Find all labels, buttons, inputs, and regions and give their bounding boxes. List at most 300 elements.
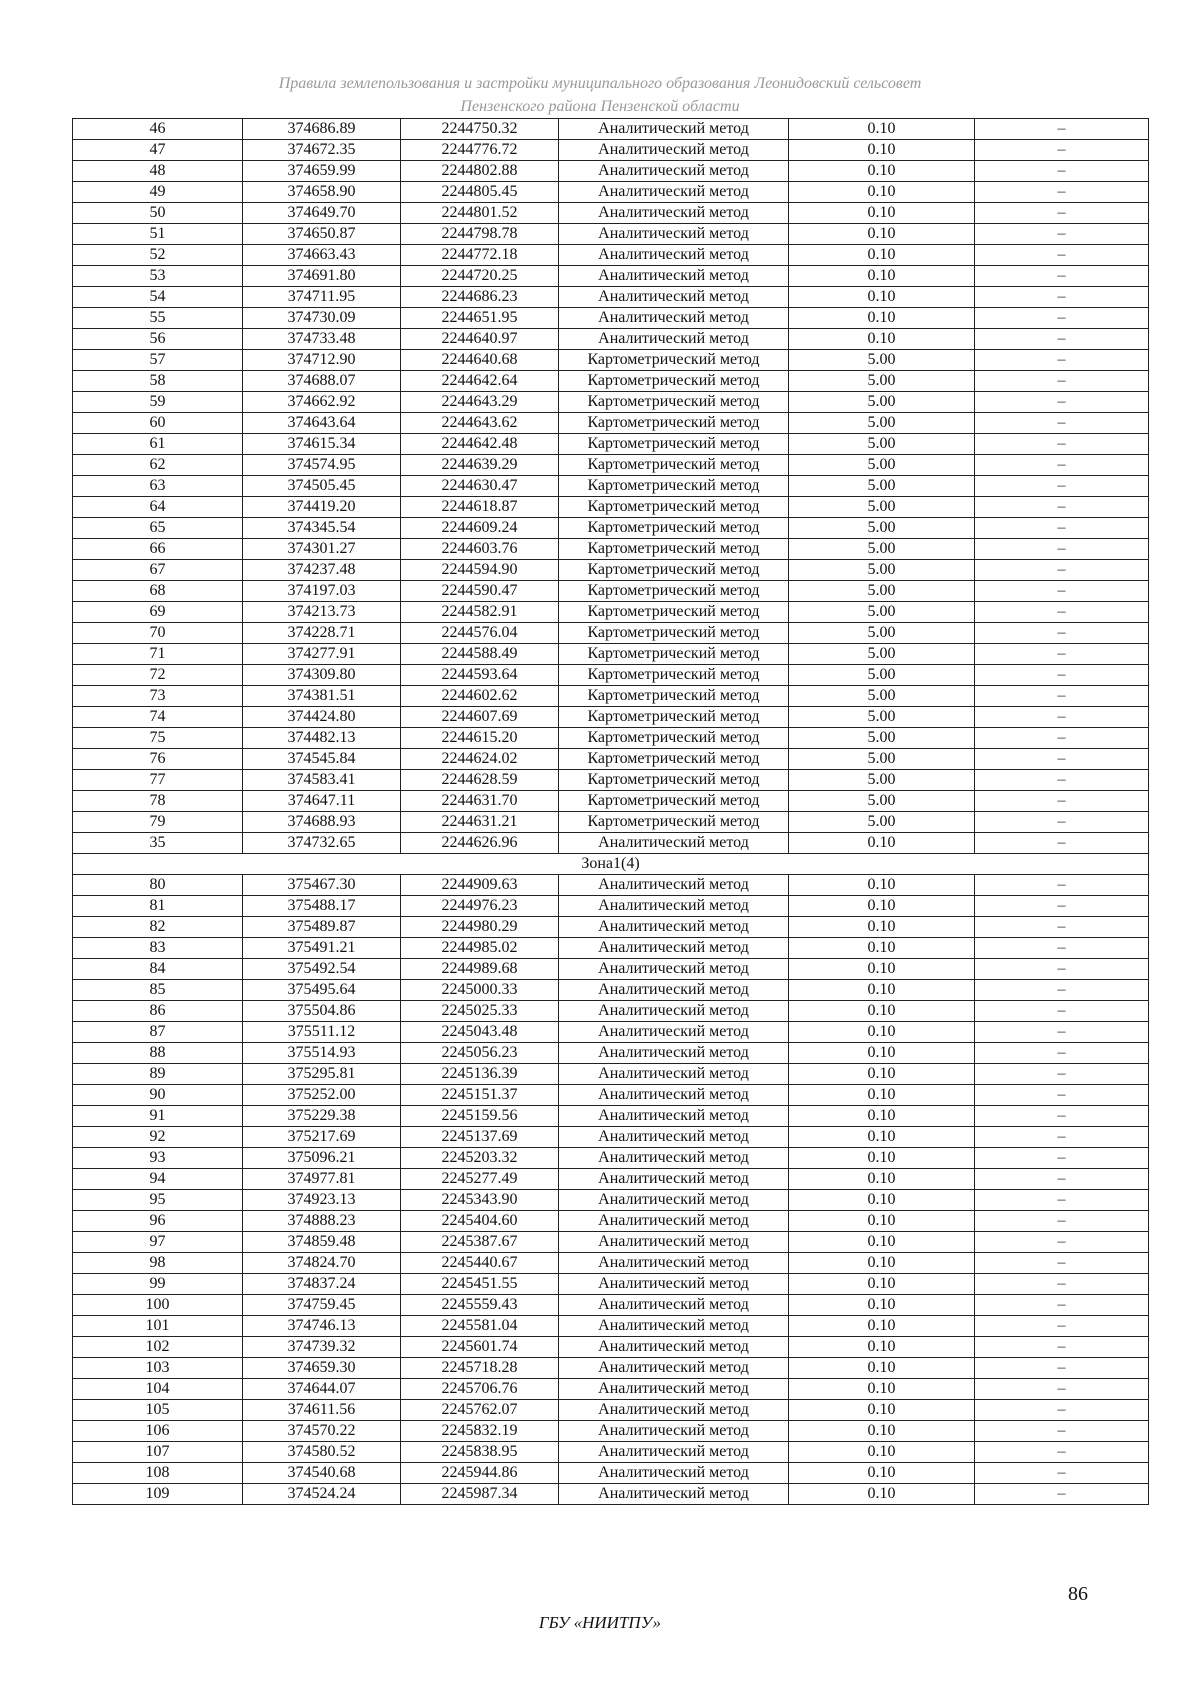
x-coordinate-cell: 374381.51	[243, 686, 401, 707]
method-cell: Картометрический метод	[559, 686, 789, 707]
table-row	[73, 602, 1149, 623]
table-row	[73, 203, 1149, 224]
description-cell: –	[975, 1442, 1149, 1463]
accuracy-cell: 0.10	[789, 1106, 975, 1127]
method-cell: Картометрический метод	[559, 770, 789, 791]
description-cell: –	[975, 833, 1149, 854]
y-coordinate-cell: 2244801.52	[401, 203, 559, 224]
table-row	[73, 224, 1149, 245]
accuracy-cell: 5.00	[789, 749, 975, 770]
point-number-cell: 52	[73, 245, 243, 266]
method-cell: Аналитический метод	[559, 833, 789, 854]
table-row	[73, 1421, 1149, 1442]
accuracy-cell: 0.10	[789, 1043, 975, 1064]
y-coordinate-cell: 2245718.28	[401, 1358, 559, 1379]
table-row	[73, 560, 1149, 581]
point-number-cell: 61	[73, 434, 243, 455]
x-coordinate-cell: 374712.90	[243, 350, 401, 371]
method-cell: Аналитический метод	[559, 1232, 789, 1253]
x-coordinate-cell: 375492.54	[243, 959, 401, 980]
x-coordinate-cell: 374482.13	[243, 728, 401, 749]
method-cell: Аналитический метод	[559, 1463, 789, 1484]
point-number-cell: 107	[73, 1442, 243, 1463]
x-coordinate-cell: 374574.95	[243, 455, 401, 476]
x-coordinate-cell: 374213.73	[243, 602, 401, 623]
table-row	[73, 1295, 1149, 1316]
y-coordinate-cell: 2244624.02	[401, 749, 559, 770]
table-row	[73, 1379, 1149, 1400]
table-row	[73, 371, 1149, 392]
y-coordinate-cell: 2244618.87	[401, 497, 559, 518]
description-cell: –	[975, 1484, 1149, 1505]
table-row	[73, 1316, 1149, 1337]
x-coordinate-cell: 374505.45	[243, 476, 401, 497]
point-number-cell: 82	[73, 917, 243, 938]
zone-header-row	[73, 854, 1149, 875]
description-cell: –	[975, 1232, 1149, 1253]
table-row	[73, 1085, 1149, 1106]
accuracy-cell: 0.10	[789, 119, 975, 140]
table-row	[73, 413, 1149, 434]
accuracy-cell: 0.10	[789, 1001, 975, 1022]
point-number-cell: 69	[73, 602, 243, 623]
description-cell: –	[975, 728, 1149, 749]
description-cell: –	[975, 392, 1149, 413]
description-cell: –	[975, 182, 1149, 203]
point-number-cell: 93	[73, 1148, 243, 1169]
method-cell: Аналитический метод	[559, 1127, 789, 1148]
method-cell: Картометрический метод	[559, 728, 789, 749]
point-number-cell: 63	[73, 476, 243, 497]
y-coordinate-cell: 2244630.47	[401, 476, 559, 497]
method-cell: Аналитический метод	[559, 161, 789, 182]
x-coordinate-cell: 375488.17	[243, 896, 401, 917]
x-coordinate-cell: 374739.32	[243, 1337, 401, 1358]
accuracy-cell: 0.10	[789, 1379, 975, 1400]
accuracy-cell: 0.10	[789, 1463, 975, 1484]
y-coordinate-cell: 2245601.74	[401, 1337, 559, 1358]
table-row	[73, 665, 1149, 686]
description-cell: –	[975, 812, 1149, 833]
x-coordinate-cell: 374691.80	[243, 266, 401, 287]
table-row	[73, 623, 1149, 644]
x-coordinate-cell: 374688.93	[243, 812, 401, 833]
method-cell: Аналитический метод	[559, 245, 789, 266]
y-coordinate-cell: 2245025.33	[401, 1001, 559, 1022]
description-cell: –	[975, 1211, 1149, 1232]
accuracy-cell: 0.10	[789, 329, 975, 350]
point-number-cell: 98	[73, 1253, 243, 1274]
method-cell: Аналитический метод	[559, 203, 789, 224]
table-row	[73, 1064, 1149, 1085]
y-coordinate-cell: 2244642.48	[401, 434, 559, 455]
x-coordinate-cell: 374424.80	[243, 707, 401, 728]
table-row	[73, 1169, 1149, 1190]
y-coordinate-cell: 2244582.91	[401, 602, 559, 623]
y-coordinate-cell: 2244642.64	[401, 371, 559, 392]
table-row	[73, 1274, 1149, 1295]
x-coordinate-cell: 374580.52	[243, 1442, 401, 1463]
y-coordinate-cell: 2245706.76	[401, 1379, 559, 1400]
y-coordinate-cell: 2245000.33	[401, 980, 559, 1001]
accuracy-cell: 0.10	[789, 875, 975, 896]
coordinates-table	[72, 118, 1149, 1505]
method-cell: Аналитический метод	[559, 1295, 789, 1316]
x-coordinate-cell: 374197.03	[243, 581, 401, 602]
accuracy-cell: 0.10	[789, 1232, 975, 1253]
description-cell: –	[975, 1337, 1149, 1358]
description-cell: –	[975, 1190, 1149, 1211]
description-cell: –	[975, 644, 1149, 665]
point-number-cell: 76	[73, 749, 243, 770]
method-cell: Картометрический метод	[559, 497, 789, 518]
method-cell: Аналитический метод	[559, 938, 789, 959]
y-coordinate-cell: 2244686.23	[401, 287, 559, 308]
accuracy-cell: 0.10	[789, 203, 975, 224]
method-cell: Картометрический метод	[559, 812, 789, 833]
y-coordinate-cell: 2244643.62	[401, 413, 559, 434]
y-coordinate-cell: 2245832.19	[401, 1421, 559, 1442]
x-coordinate-cell: 374301.27	[243, 539, 401, 560]
y-coordinate-cell: 2245581.04	[401, 1316, 559, 1337]
y-coordinate-cell: 2245151.37	[401, 1085, 559, 1106]
method-cell: Картометрический метод	[559, 581, 789, 602]
method-cell: Картометрический метод	[559, 749, 789, 770]
point-number-cell: 81	[73, 896, 243, 917]
y-coordinate-cell: 2244594.90	[401, 560, 559, 581]
point-number-cell: 108	[73, 1463, 243, 1484]
accuracy-cell: 0.10	[789, 1148, 975, 1169]
method-cell: Аналитический метод	[559, 1148, 789, 1169]
method-cell: Аналитический метод	[559, 1442, 789, 1463]
description-cell: –	[975, 1400, 1149, 1421]
method-cell: Аналитический метод	[559, 1001, 789, 1022]
description-cell: –	[975, 1379, 1149, 1400]
description-cell: –	[975, 1169, 1149, 1190]
point-number-cell: 94	[73, 1169, 243, 1190]
table-row	[73, 392, 1149, 413]
x-coordinate-cell: 374524.24	[243, 1484, 401, 1505]
method-cell: Аналитический метод	[559, 1190, 789, 1211]
point-number-cell: 88	[73, 1043, 243, 1064]
y-coordinate-cell: 2245987.34	[401, 1484, 559, 1505]
method-cell: Картометрический метод	[559, 665, 789, 686]
accuracy-cell: 0.10	[789, 959, 975, 980]
method-cell: Аналитический метод	[559, 1211, 789, 1232]
accuracy-cell: 0.10	[789, 1316, 975, 1337]
x-coordinate-cell: 374540.68	[243, 1463, 401, 1484]
description-cell: –	[975, 938, 1149, 959]
method-cell: Аналитический метод	[559, 1379, 789, 1400]
point-number-cell: 50	[73, 203, 243, 224]
method-cell: Картометрический метод	[559, 455, 789, 476]
y-coordinate-cell: 2244639.29	[401, 455, 559, 476]
x-coordinate-cell: 374277.91	[243, 644, 401, 665]
accuracy-cell: 5.00	[789, 371, 975, 392]
x-coordinate-cell: 374228.71	[243, 623, 401, 644]
accuracy-cell: 0.10	[789, 1064, 975, 1085]
description-cell: –	[975, 980, 1149, 1001]
table-row	[73, 791, 1149, 812]
accuracy-cell: 0.10	[789, 224, 975, 245]
table-row	[73, 266, 1149, 287]
x-coordinate-cell: 374649.70	[243, 203, 401, 224]
x-coordinate-cell: 374746.13	[243, 1316, 401, 1337]
method-cell: Аналитический метод	[559, 980, 789, 1001]
point-number-cell: 64	[73, 497, 243, 518]
x-coordinate-cell: 374658.90	[243, 182, 401, 203]
point-number-cell: 105	[73, 1400, 243, 1421]
description-cell: –	[975, 1358, 1149, 1379]
description-cell: –	[975, 1463, 1149, 1484]
x-coordinate-cell: 375504.86	[243, 1001, 401, 1022]
point-number-cell: 75	[73, 728, 243, 749]
table-row	[73, 812, 1149, 833]
description-cell: –	[975, 1106, 1149, 1127]
x-coordinate-cell: 374923.13	[243, 1190, 401, 1211]
y-coordinate-cell: 2244989.68	[401, 959, 559, 980]
point-number-cell: 99	[73, 1274, 243, 1295]
method-cell: Аналитический метод	[559, 329, 789, 350]
method-cell: Аналитический метод	[559, 1421, 789, 1442]
point-number-cell: 71	[73, 644, 243, 665]
description-cell: –	[975, 1421, 1149, 1442]
x-coordinate-cell: 375217.69	[243, 1127, 401, 1148]
y-coordinate-cell: 2244640.68	[401, 350, 559, 371]
table-row	[73, 329, 1149, 350]
table-row	[73, 938, 1149, 959]
accuracy-cell: 5.00	[789, 539, 975, 560]
point-number-cell: 106	[73, 1421, 243, 1442]
point-number-cell: 55	[73, 308, 243, 329]
description-cell: –	[975, 1043, 1149, 1064]
accuracy-cell: 0.10	[789, 140, 975, 161]
method-cell: Аналитический метод	[559, 1274, 789, 1295]
description-cell: –	[975, 875, 1149, 896]
x-coordinate-cell: 374711.95	[243, 287, 401, 308]
x-coordinate-cell: 375467.30	[243, 875, 401, 896]
description-cell: –	[975, 287, 1149, 308]
method-cell: Аналитический метод	[559, 182, 789, 203]
description-cell: –	[975, 791, 1149, 812]
accuracy-cell: 5.00	[789, 413, 975, 434]
method-cell: Аналитический метод	[559, 1169, 789, 1190]
x-coordinate-cell: 374647.11	[243, 791, 401, 812]
x-coordinate-cell: 374611.56	[243, 1400, 401, 1421]
point-number-cell: 62	[73, 455, 243, 476]
accuracy-cell: 0.10	[789, 938, 975, 959]
point-number-cell: 54	[73, 287, 243, 308]
point-number-cell: 51	[73, 224, 243, 245]
y-coordinate-cell: 2244607.69	[401, 707, 559, 728]
point-number-cell: 66	[73, 539, 243, 560]
description-cell: –	[975, 1064, 1149, 1085]
description-cell: –	[975, 476, 1149, 497]
method-cell: Картометрический метод	[559, 350, 789, 371]
description-cell: –	[975, 959, 1149, 980]
table-row	[73, 287, 1149, 308]
method-cell: Аналитический метод	[559, 1484, 789, 1505]
point-number-cell: 104	[73, 1379, 243, 1400]
table-row	[73, 1253, 1149, 1274]
method-cell: Аналитический метод	[559, 1316, 789, 1337]
x-coordinate-cell: 374888.23	[243, 1211, 401, 1232]
x-coordinate-cell: 375489.87	[243, 917, 401, 938]
description-cell: –	[975, 329, 1149, 350]
method-cell: Аналитический метод	[559, 1085, 789, 1106]
accuracy-cell: 0.10	[789, 182, 975, 203]
y-coordinate-cell: 2245043.48	[401, 1022, 559, 1043]
y-coordinate-cell: 2244772.18	[401, 245, 559, 266]
point-number-cell: 80	[73, 875, 243, 896]
description-cell: –	[975, 1085, 1149, 1106]
table-row	[73, 581, 1149, 602]
y-coordinate-cell: 2244805.45	[401, 182, 559, 203]
y-coordinate-cell: 2244615.20	[401, 728, 559, 749]
coordinates-table-body	[73, 119, 1149, 1505]
description-cell: –	[975, 560, 1149, 581]
y-coordinate-cell: 2244609.24	[401, 518, 559, 539]
table-row	[73, 539, 1149, 560]
point-number-cell: 58	[73, 371, 243, 392]
x-coordinate-cell: 374419.20	[243, 497, 401, 518]
method-cell: Аналитический метод	[559, 1400, 789, 1421]
y-coordinate-cell: 2244626.96	[401, 833, 559, 854]
table-row	[73, 959, 1149, 980]
y-coordinate-cell: 2244776.72	[401, 140, 559, 161]
description-cell: –	[975, 371, 1149, 392]
x-coordinate-cell: 374688.07	[243, 371, 401, 392]
accuracy-cell: 0.10	[789, 1274, 975, 1295]
accuracy-cell: 0.10	[789, 1484, 975, 1505]
accuracy-cell: 5.00	[789, 812, 975, 833]
point-number-cell: 109	[73, 1484, 243, 1505]
point-number-cell: 59	[73, 392, 243, 413]
y-coordinate-cell: 2245404.60	[401, 1211, 559, 1232]
table-row	[73, 1190, 1149, 1211]
accuracy-cell: 0.10	[789, 1253, 975, 1274]
x-coordinate-cell: 375511.12	[243, 1022, 401, 1043]
x-coordinate-cell: 374977.81	[243, 1169, 401, 1190]
method-cell: Картометрический метод	[559, 392, 789, 413]
table-row	[73, 1442, 1149, 1463]
method-cell: Картометрический метод	[559, 707, 789, 728]
method-cell: Аналитический метод	[559, 917, 789, 938]
description-cell: –	[975, 1127, 1149, 1148]
header-line-2: Пензенского района Пензенской области	[460, 98, 740, 115]
x-coordinate-cell: 374650.87	[243, 224, 401, 245]
description-cell: –	[975, 896, 1149, 917]
description-cell: –	[975, 749, 1149, 770]
y-coordinate-cell: 2245944.86	[401, 1463, 559, 1484]
table-row	[73, 161, 1149, 182]
point-number-cell: 87	[73, 1022, 243, 1043]
x-coordinate-cell: 375252.00	[243, 1085, 401, 1106]
table-row	[73, 308, 1149, 329]
method-cell: Картометрический метод	[559, 413, 789, 434]
point-number-cell: 48	[73, 161, 243, 182]
point-number-cell: 60	[73, 413, 243, 434]
method-cell: Аналитический метод	[559, 1253, 789, 1274]
method-cell: Картометрический метод	[559, 602, 789, 623]
y-coordinate-cell: 2244750.32	[401, 119, 559, 140]
accuracy-cell: 5.00	[789, 728, 975, 749]
method-cell: Аналитический метод	[559, 1064, 789, 1085]
description-cell: –	[975, 665, 1149, 686]
accuracy-cell: 0.10	[789, 287, 975, 308]
x-coordinate-cell: 374644.07	[243, 1379, 401, 1400]
description-cell: –	[975, 686, 1149, 707]
x-coordinate-cell: 374583.41	[243, 770, 401, 791]
y-coordinate-cell: 2245838.95	[401, 1442, 559, 1463]
y-coordinate-cell: 2245343.90	[401, 1190, 559, 1211]
x-coordinate-cell: 375295.81	[243, 1064, 401, 1085]
point-number-cell: 77	[73, 770, 243, 791]
y-coordinate-cell: 2245136.39	[401, 1064, 559, 1085]
method-cell: Аналитический метод	[559, 875, 789, 896]
description-cell: –	[975, 707, 1149, 728]
y-coordinate-cell: 2244640.97	[401, 329, 559, 350]
point-number-cell: 96	[73, 1211, 243, 1232]
description-cell: –	[975, 350, 1149, 371]
description-cell: –	[975, 1295, 1149, 1316]
accuracy-cell: 0.10	[789, 308, 975, 329]
x-coordinate-cell: 374662.92	[243, 392, 401, 413]
table-row	[73, 896, 1149, 917]
x-coordinate-cell: 374545.84	[243, 749, 401, 770]
accuracy-cell: 5.00	[789, 560, 975, 581]
accuracy-cell: 5.00	[789, 581, 975, 602]
x-coordinate-cell: 374345.54	[243, 518, 401, 539]
point-number-cell: 70	[73, 623, 243, 644]
point-number-cell: 101	[73, 1316, 243, 1337]
description-cell: –	[975, 1148, 1149, 1169]
description-cell: –	[975, 203, 1149, 224]
method-cell: Картометрический метод	[559, 644, 789, 665]
point-number-cell: 91	[73, 1106, 243, 1127]
x-coordinate-cell: 374759.45	[243, 1295, 401, 1316]
table-row	[73, 1400, 1149, 1421]
y-coordinate-cell: 2245056.23	[401, 1043, 559, 1064]
y-coordinate-cell: 2244590.47	[401, 581, 559, 602]
description-cell: –	[975, 455, 1149, 476]
description-cell: –	[975, 497, 1149, 518]
accuracy-cell: 5.00	[789, 644, 975, 665]
method-cell: Картометрический метод	[559, 623, 789, 644]
accuracy-cell: 5.00	[789, 623, 975, 644]
x-coordinate-cell: 374663.43	[243, 245, 401, 266]
point-number-cell: 35	[73, 833, 243, 854]
point-number-cell: 103	[73, 1358, 243, 1379]
x-coordinate-cell: 374309.80	[243, 665, 401, 686]
accuracy-cell: 0.10	[789, 1169, 975, 1190]
table-row	[73, 140, 1149, 161]
method-cell: Картометрический метод	[559, 476, 789, 497]
accuracy-cell: 5.00	[789, 707, 975, 728]
point-number-cell: 90	[73, 1085, 243, 1106]
y-coordinate-cell: 2244720.25	[401, 266, 559, 287]
point-number-cell: 74	[73, 707, 243, 728]
accuracy-cell: 0.10	[789, 896, 975, 917]
description-cell: –	[975, 917, 1149, 938]
accuracy-cell: 5.00	[789, 791, 975, 812]
x-coordinate-cell: 375514.93	[243, 1043, 401, 1064]
x-coordinate-cell: 375229.38	[243, 1106, 401, 1127]
description-cell: –	[975, 1253, 1149, 1274]
accuracy-cell: 0.10	[789, 980, 975, 1001]
x-coordinate-cell: 374672.35	[243, 140, 401, 161]
point-number-cell: 92	[73, 1127, 243, 1148]
